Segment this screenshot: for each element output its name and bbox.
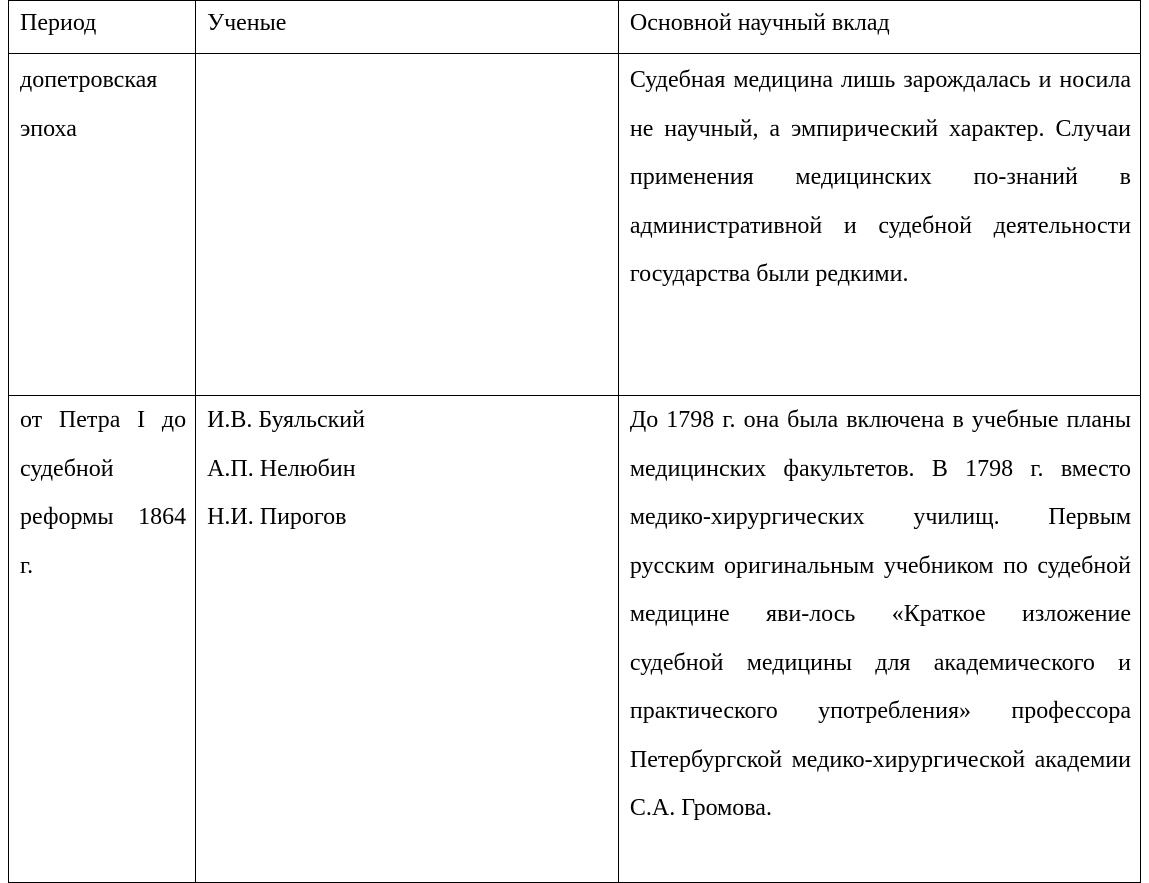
period-cell: допетровская эпоха xyxy=(9,54,196,396)
contribution-cell: Судебная медицина лишь зарождалась и носила не научный, а эмпирический характер. Случаи применения медицинских по-знаний в административной и судебной деятельности государства были редкими. xyxy=(618,54,1140,396)
scientist-name: И.В. Буяльский xyxy=(207,407,365,433)
header-scientists: Ученые xyxy=(196,1,619,54)
header-contribution: Основной научный вклад xyxy=(618,1,1140,54)
header-period: Период xyxy=(9,1,196,54)
contribution-cell: До 1798 г. она была включена в учебные планы медицинских факультетов. В 1798 г. вместо медико-хирургических училищ. Первым русским оригинальным учебником по судебной медицине яви-лось «Краткое изложение судебной медицины для академического и практического употребления» профессора Петербургской медико-хирургической академии С.А. Громова. xyxy=(618,396,1140,883)
table-row xyxy=(9,396,1141,883)
scientists-cell xyxy=(196,396,619,883)
scientists-cell xyxy=(196,54,619,396)
period-cell: от Петра I до судебной реформы 1864 г. xyxy=(9,396,196,883)
table-header-row xyxy=(9,1,1141,54)
scientist-name: А.П. Нелюбин xyxy=(207,455,356,482)
history-table xyxy=(8,0,1141,883)
table-row xyxy=(9,54,1141,396)
scientist-name: Н.И. Пирогов xyxy=(207,504,347,530)
